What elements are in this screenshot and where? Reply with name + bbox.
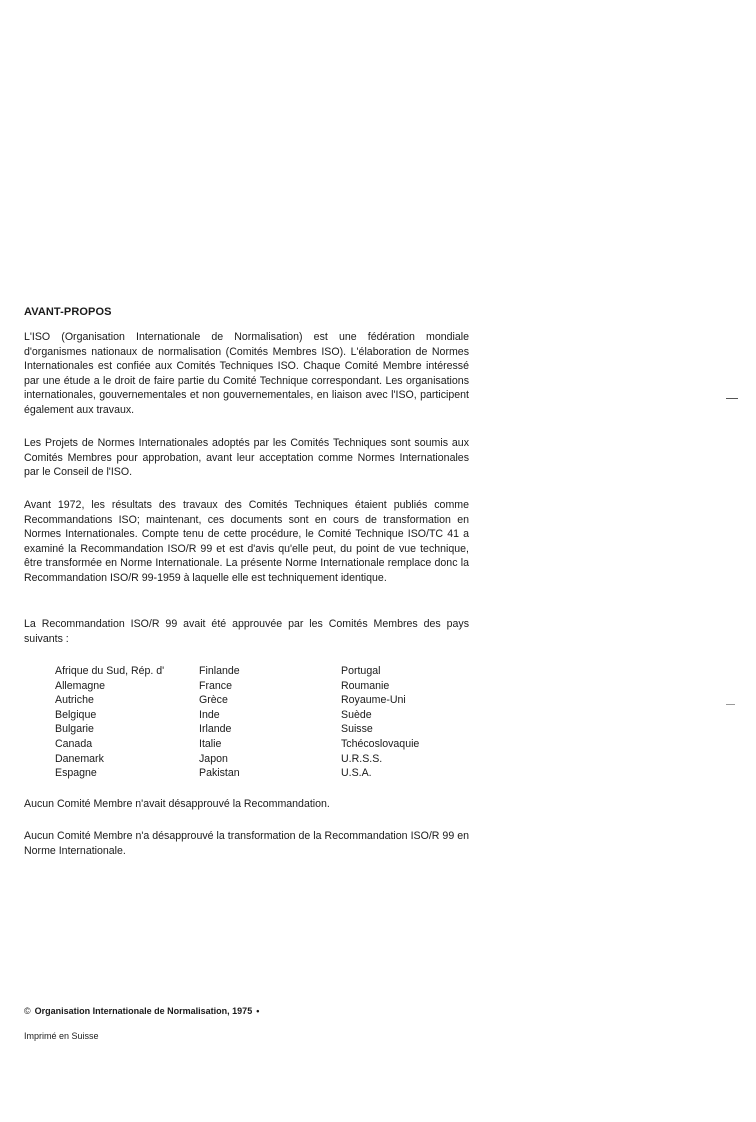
paragraph-no-disapproval: Aucun Comité Membre n'avait désapprouvé la Recommandation. <box>24 798 330 810</box>
countries-column-1 <box>55 664 164 781</box>
country-item: U.R.S.S. <box>341 752 383 765</box>
member-countries-list <box>55 664 475 782</box>
bullet-icon: • <box>256 1006 260 1016</box>
margin-mark <box>726 398 738 399</box>
country-item: Japon <box>199 752 228 765</box>
country-item: Suisse <box>341 723 373 736</box>
country-item: Finlande <box>199 665 240 677</box>
country-item: Suède <box>341 708 372 721</box>
country-item: Danemark <box>55 752 104 765</box>
countries-column-3 <box>341 664 419 781</box>
copyright-icon: © <box>24 1006 31 1016</box>
paragraph-no-disapproval-transformation: Aucun Comité Membre n'a désapprouvé la transformation de la Recommandation ISO/R 99 en Norme Internationale. <box>24 830 469 857</box>
country-item: Grèce <box>199 694 228 707</box>
country-item: Afrique du Sud, Rép. d' <box>55 665 165 677</box>
paragraph-draft-approval: Les Projets de Normes Internationales adoptés par les Comités Techniques sont soumis aux Comités Membres pour approbation, avant leur acceptation comme Normes Internationales par le Conseil de l'ISO. <box>24 437 469 479</box>
country-item: Roumanie <box>341 679 390 692</box>
paragraph-transformation: Avant 1972, les résultats des travaux des Comités Techniques étaient publiés comme Recommandations ISO; maintenant, ces documents sont en cours de transformation en Normes Internationales. Compte tenu de cette procédure, le Comité Technique ISO/TC 41 a examiné la Recommandation ISO/R 99 et est d'avis qu'elle peut, du point de vue technique, être transformée en Norme Internationale. La présente Norme Internationale remplace donc la Recommandation ISO/R 99-1959 à laquelle elle est techniquement identique. <box>24 499 469 584</box>
country-item: Autriche <box>55 694 94 707</box>
country-item: Portugal <box>341 665 381 677</box>
country-item: Tchécoslovaquie <box>341 737 420 750</box>
country-item: Pakistan <box>199 767 240 780</box>
country-item: France <box>199 679 232 692</box>
copyright-notice <box>24 1006 259 1016</box>
country-item: Royaume-Uni <box>341 694 406 707</box>
country-item: U.S.A. <box>341 767 372 780</box>
copyright-text: Organisation Internationale de Normalisation, 1975 <box>34 1006 253 1016</box>
country-item: Bulgarie <box>55 723 94 736</box>
country-item: Allemagne <box>55 679 106 692</box>
paragraph-approval-list-intro: La Recommandation ISO/R 99 avait été approuvée par les Comités Membres des pays suivants : <box>24 618 469 645</box>
country-item: Canada <box>55 737 93 750</box>
country-item: Inde <box>199 708 220 721</box>
section-heading: AVANT-PROPOS <box>24 306 112 318</box>
country-item: Italie <box>199 737 222 750</box>
country-item: Belgique <box>55 708 97 721</box>
countries-column-2 <box>199 664 240 781</box>
country-item: Espagne <box>55 767 97 780</box>
country-item: Irlande <box>199 723 232 736</box>
imprint-notice: Imprimé en Suisse <box>24 1031 99 1041</box>
margin-mark <box>726 704 735 705</box>
paragraph-iso-intro: L'ISO (Organisation Internationale de Normalisation) est une fédération mondiale d'organismes nationaux de normalisation (Comités Membres ISO). L'élaboration de Normes Internationales est confiée aux Comités Techniques ISO. Chaque Comité Membre intéressé par une étude a le droit de faire partie du Comité Technique correspondant. Les organisations internationales, gouvernementales et non gouvernementales, en liaison avec l'ISO, participent également aux travaux. <box>24 331 469 416</box>
